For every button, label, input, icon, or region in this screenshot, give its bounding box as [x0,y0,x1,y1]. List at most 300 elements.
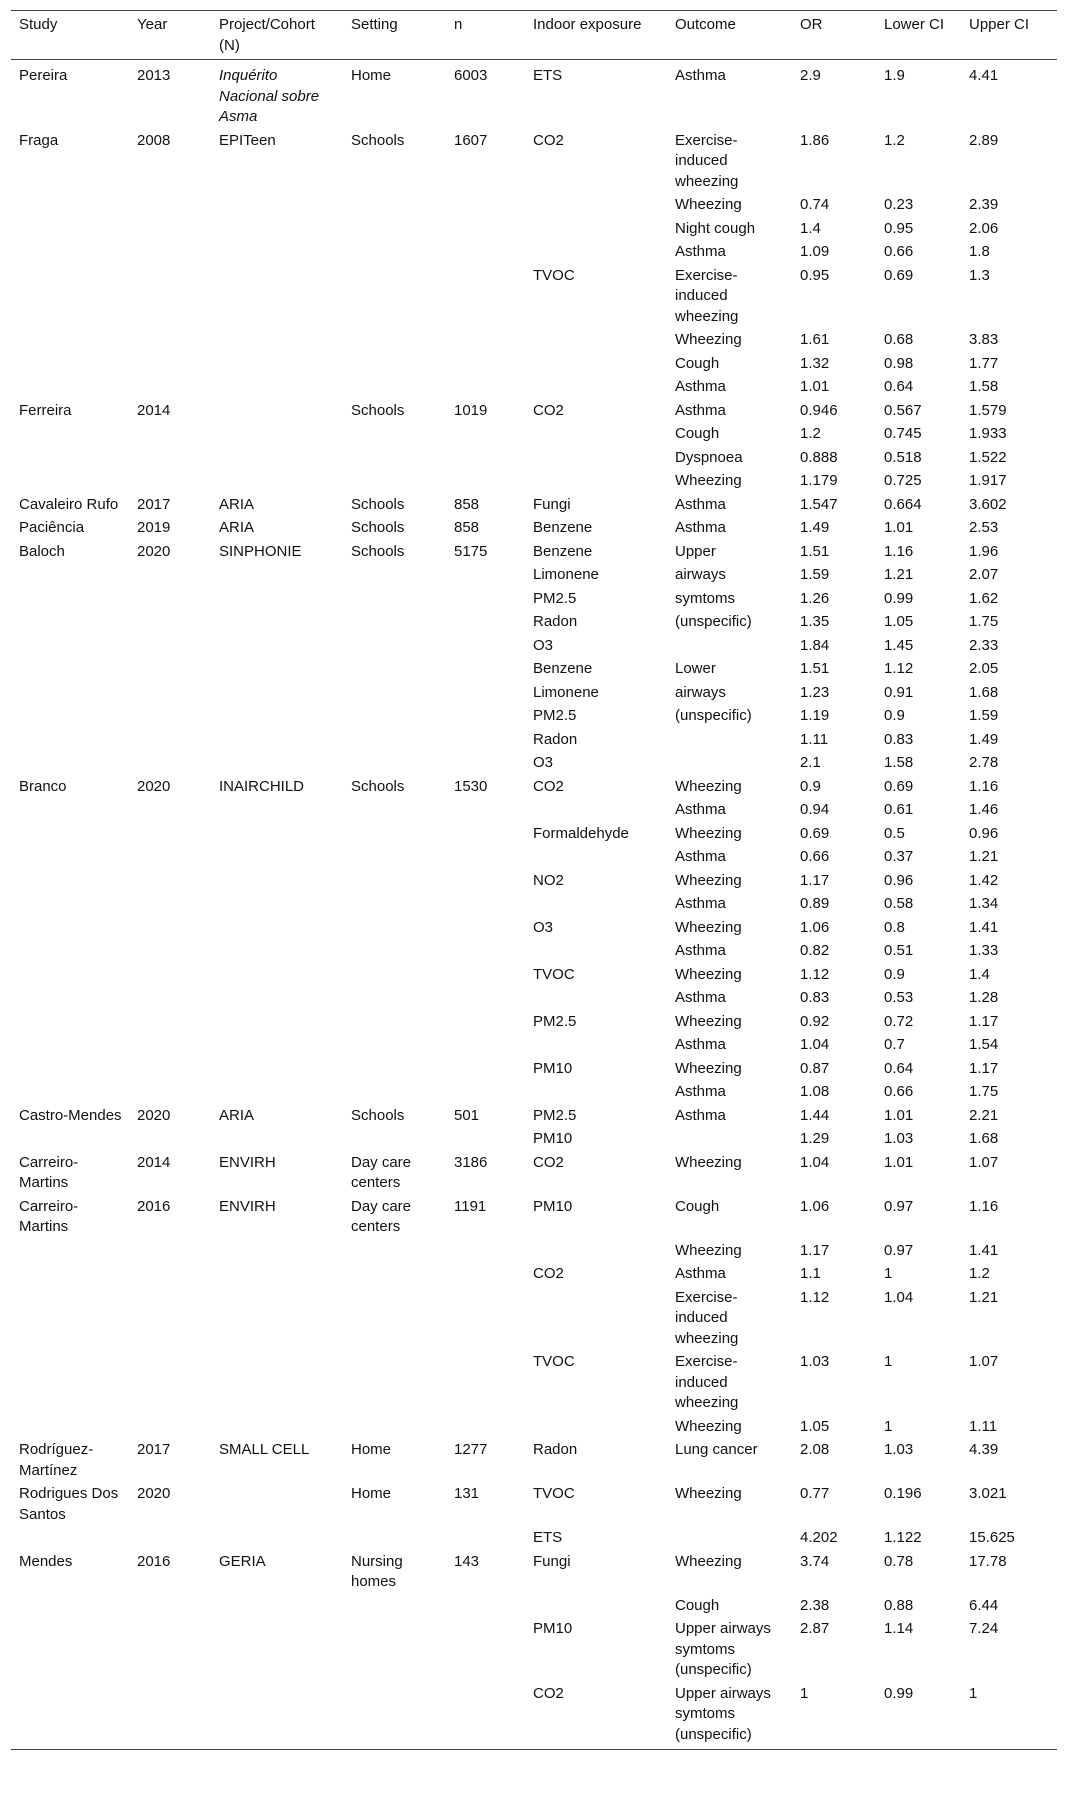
cell-outcome: Wheezing [675,824,742,842]
cell-project [211,1287,343,1352]
cell-upper-ci: 7.24 [969,1620,999,1637]
cell-setting [343,705,446,729]
cell-exposure: Radon [533,1441,578,1458]
cell-n [446,1128,525,1152]
table-row [11,1287,1057,1352]
cell-upper-ci: 1.21 [969,848,999,865]
cell-outcome [667,729,792,753]
cell-lower-ci: 0.95 [884,219,914,237]
cell-project [211,870,343,894]
cell-exposure: CO2 [533,777,564,795]
table-row [11,400,1057,424]
cell-year: 2020 [137,1485,171,1502]
cell-outcome: Lower [675,660,716,677]
cell-project [211,1240,343,1264]
cell-year [129,1034,211,1058]
cell-upper-ci: 1.17 [969,1059,999,1077]
cell-upper-ci: 15.625 [969,1529,1015,1546]
table-row [11,588,1057,612]
table-body [11,60,1057,1750]
table-row [11,218,1057,242]
cell-n [446,682,525,706]
cell-lower-ci: 0.69 [884,777,914,795]
cell-upper-ci: 1.4 [969,965,990,983]
cell-study: Rodrigues Dos Santos [19,1485,119,1523]
cell-outcome: symtoms [675,589,735,607]
column-header-year: Year [129,11,211,60]
cell-lower-ci: 1.45 [884,636,914,654]
cell-lower-ci: 0.64 [884,378,914,395]
cell-lower-ci: 0.97 [884,1241,914,1259]
cell-project [211,329,343,353]
cell-year [129,1351,211,1416]
cell-or: 1.35 [800,613,830,630]
cell-study [11,917,129,941]
cell-or: 1.12 [800,965,830,983]
cell-setting [343,470,446,494]
cell-or: 1.29 [800,1130,830,1147]
cell-or: 1.86 [800,131,830,149]
cell-year [129,940,211,964]
cell-or: 2.38 [800,1596,830,1614]
cell-project [211,1483,343,1527]
cell-exposure [525,241,667,265]
cell-upper-ci: 2.39 [969,196,999,213]
cell-study [11,1416,129,1440]
cell-outcome: Wheezing [675,871,742,889]
cell-n [446,1263,525,1287]
cell-project [211,893,343,917]
cell-or: 0.82 [800,942,830,959]
cell-setting [343,823,446,847]
cell-outcome [667,752,792,776]
cell-n: 143 [454,1552,480,1570]
cell-study [11,1595,129,1619]
cell-lower-ci: 0.725 [884,472,922,489]
cell-setting [343,1011,446,1035]
cell-setting: Schools [351,401,405,419]
table-row [11,940,1057,964]
cell-upper-ci: 1.8 [969,243,990,260]
cell-outcome: Wheezing [675,1153,742,1171]
cell-n [446,870,525,894]
cell-setting [343,1527,446,1551]
cell-project [211,353,343,377]
cell-lower-ci: 1.01 [884,1106,914,1124]
cell-upper-ci: 1.3 [969,266,990,284]
cell-exposure: Radon [533,730,578,748]
cell-n [446,194,525,218]
cell-or: 1.26 [800,589,830,607]
cell-or: 0.888 [800,448,838,466]
cell-or: 1.51 [800,660,830,677]
table-row [11,1128,1057,1152]
cell-lower-ci: 0.99 [876,1683,961,1750]
cell-upper-ci: 2.53 [969,519,999,536]
cell-setting [343,1618,446,1683]
cell-exposure: CO2 [533,1265,564,1282]
cell-study [11,447,129,471]
cell-project [211,265,343,330]
cell-exposure: PM10 [533,1130,573,1147]
cell-year [129,870,211,894]
cell-outcome: Wheezing [675,1059,742,1077]
table-row [11,1011,1057,1035]
cell-study: Paciência [19,519,85,536]
cell-year [129,658,211,682]
cell-study: Carreiro-Martins [19,1153,79,1191]
table-row [11,1416,1057,1440]
cell-outcome: Asthma [675,801,726,818]
cell-upper-ci: 1.68 [969,683,999,701]
cell-study: Rodríguez-Martínez [19,1441,94,1479]
cell-upper-ci: 1.96 [969,542,999,560]
table-row [11,60,1057,130]
cell-study [11,893,129,917]
cell-project: ENVIRH [219,1153,276,1171]
cell-n [446,611,525,635]
cell-upper-ci: 1.579 [969,401,1007,419]
cell-outcome: Wheezing [675,918,742,936]
cell-year [129,353,211,377]
cell-study: Branco [19,777,67,795]
cell-study [11,1683,129,1750]
cell-lower-ci: 0.91 [884,683,914,701]
cell-n [446,987,525,1011]
cell-or: 0.69 [800,824,830,842]
cell-setting: Day care centers [351,1153,412,1191]
cell-or: 0.92 [800,1012,830,1030]
cell-year [129,1263,211,1287]
cell-study [11,682,129,706]
cell-lower-ci: 0.53 [884,989,914,1006]
cell-or: 1.17 [800,871,830,889]
cell-setting [343,1263,446,1287]
cell-upper-ci: 1.75 [969,1083,999,1100]
column-header-or: OR [792,11,876,60]
cell-upper-ci: 1.28 [969,989,999,1006]
cell-exposure: PM10 [533,1620,573,1637]
cell-lower-ci: 0.745 [884,425,922,442]
cell-project [211,940,343,964]
cell-n: 3186 [454,1153,488,1171]
cell-upper-ci: 1.59 [969,707,999,724]
cell-setting: Schools [351,1106,405,1124]
cell-study [11,265,129,330]
cell-exposure: TVOC [533,266,575,284]
cell-n [446,964,525,988]
cell-year [129,218,211,242]
cell-lower-ci: 1 [884,1417,893,1435]
cell-upper-ci: 6.44 [969,1596,999,1614]
cell-n [446,893,525,917]
cell-project [211,1595,343,1619]
cell-upper-ci: 1.68 [969,1130,999,1147]
cell-upper-ci: 1.42 [969,871,999,889]
cell-setting [343,987,446,1011]
column-header-n: n [446,11,525,60]
cell-year [129,376,211,400]
cell-setting: Schools [351,542,405,560]
cell-study: Ferreira [19,401,72,419]
cell-upper-ci: 17.78 [969,1552,1007,1570]
table-row [11,1527,1057,1551]
cell-year: 2020 [137,542,171,560]
cell-or: 0.74 [800,196,830,213]
cell-exposure: Fungi [533,495,571,513]
cell-setting [343,870,446,894]
cell-exposure: TVOC [533,1485,575,1502]
cell-n [446,329,525,353]
cell-exposure [525,353,667,377]
cell-n: 1607 [454,131,488,149]
cell-year: 2016 [137,1197,171,1215]
cell-n [446,1351,525,1416]
cell-exposure: O3 [533,754,554,771]
cell-study [11,1618,129,1683]
cell-lower-ci: 1.14 [884,1620,914,1637]
cell-exposure: Limonene [533,566,599,583]
cell-exposure: CO2 [533,1153,564,1171]
cell-outcome: Lung cancer [675,1441,758,1458]
cell-n [446,823,525,847]
cell-upper-ci: 1.75 [969,613,999,630]
cell-study [11,752,129,776]
cell-or: 0.87 [800,1059,830,1077]
cell-n: 131 [454,1485,480,1502]
cell-setting [343,588,446,612]
table-row [11,329,1057,353]
cell-n [446,1683,525,1750]
cell-upper-ci: 1.21 [969,1288,999,1306]
cell-exposure: TVOC [533,965,575,983]
cell-year: 2014 [137,1153,171,1171]
cell-outcome: Upper airways symtoms (unspecific) [675,1620,771,1678]
table-row [11,376,1057,400]
cell-outcome: Exercise-induced wheezing [675,266,739,325]
cell-exposure [525,329,667,353]
cell-lower-ci: 0.83 [884,730,914,748]
cell-or: 1.44 [800,1106,830,1124]
cell-or: 0.83 [800,989,830,1006]
table-row [11,776,1057,800]
cell-n [446,1416,525,1440]
cell-exposure: Benzene [533,660,593,677]
cell-year [129,752,211,776]
cell-year [129,1011,211,1035]
cell-setting [343,1287,446,1352]
cell-or: 1.06 [800,1197,830,1215]
cell-upper-ci: 1.34 [969,895,999,912]
cell-project [211,635,343,659]
cell-or: 1.01 [800,378,830,395]
cell-outcome: Cough [675,425,720,442]
cell-project [211,1081,343,1105]
cell-lower-ci: 1.21 [884,566,914,583]
cell-outcome: Wheezing [675,1012,742,1030]
cell-exposure: PM10 [533,1197,573,1215]
cell-study: Pereira [19,67,68,84]
table-row [11,423,1057,447]
cell-exposure [525,470,667,494]
cell-year [129,964,211,988]
cell-exposure: PM10 [533,1059,573,1077]
cell-study [11,1128,129,1152]
cell-or: 1.04 [800,1036,830,1053]
table-row [11,194,1057,218]
cell-study [11,1034,129,1058]
cell-n [446,588,525,612]
cell-lower-ci: 1.01 [884,1153,914,1171]
cell-upper-ci: 1.16 [969,1197,999,1215]
cell-n [446,376,525,400]
cell-n: 858 [454,519,480,536]
cell-upper-ci: 2.21 [969,1106,999,1124]
cell-or: 1.51 [800,542,830,560]
cell-project [211,241,343,265]
cell-study [11,799,129,823]
cell-year [129,1081,211,1105]
cell-n [446,423,525,447]
cell-lower-ci: 0.99 [884,589,914,607]
cell-exposure: Fungi [533,1552,571,1570]
cell-project: ENVIRH [219,1197,276,1215]
cell-n [446,846,525,870]
cell-n: 501 [454,1106,480,1124]
table-row [11,1483,1057,1527]
table-row [11,241,1057,265]
cell-study [11,1263,129,1287]
cell-year: 2020 [137,777,171,795]
cell-or: 1.4 [800,219,821,237]
cell-upper-ci: 4.39 [969,1441,999,1458]
cell-exposure: ETS [533,67,563,84]
cell-project [211,1683,343,1750]
cell-exposure [525,1240,667,1264]
table-row [11,893,1057,917]
cell-project [211,752,343,776]
cell-outcome: Asthma [675,989,726,1006]
cell-study [11,353,129,377]
table-row [11,1263,1057,1287]
cell-lower-ci: 0.68 [884,331,914,348]
cell-setting: Day care centers [351,1197,412,1235]
cell-project [211,1618,343,1683]
column-header-study: Study [11,11,129,60]
cell-or: 2.08 [800,1441,830,1458]
cell-setting [343,353,446,377]
cell-outcome: Exercise-induced wheezing [675,131,739,190]
cell-year [129,987,211,1011]
cell-or: 0.94 [800,801,830,818]
cell-project: ARIA [219,519,255,536]
cell-n [446,1287,525,1352]
cell-study [11,1058,129,1082]
table-row [11,353,1057,377]
cell-setting [343,423,446,447]
column-header-outcome: Outcome [667,11,792,60]
cell-project: GERIA [219,1552,266,1570]
cell-year [129,1683,211,1750]
cell-setting [343,1351,446,1416]
cell-n: 6003 [454,67,488,84]
cell-project [211,1263,343,1287]
cell-exposure [525,1595,667,1619]
cell-year [129,635,211,659]
cell-year [129,1128,211,1152]
cell-setting [343,799,446,823]
cell-project [211,564,343,588]
cell-project: INAIRCHILD [219,777,305,795]
cell-or: 0.77 [800,1485,830,1502]
cell-exposure: PM2.5 [533,1106,577,1124]
cell-lower-ci: 1.03 [884,1441,914,1458]
cell-study [11,823,129,847]
cell-exposure: ETS [533,1529,563,1546]
cell-or: 0.66 [800,848,830,865]
cell-setting [343,1081,446,1105]
cell-lower-ci: 0.7 [884,1036,905,1053]
cell-exposure [525,987,667,1011]
cell-study [11,635,129,659]
cell-lower-ci: 0.518 [884,448,922,466]
cell-project [211,682,343,706]
cell-project [211,1034,343,1058]
header-row [11,11,1057,60]
cell-setting: Home [351,1441,392,1458]
cell-upper-ci: 0.96 [969,824,999,842]
cell-year [129,447,211,471]
cell-year [129,682,211,706]
cell-year: 2017 [137,1441,171,1458]
cell-outcome: (unspecific) [675,707,752,724]
cell-outcome: Asthma [675,1265,726,1282]
cell-year [129,1595,211,1619]
cell-lower-ci: 0.66 [884,243,914,260]
cell-lower-ci: 1.122 [884,1529,922,1546]
cell-project [211,964,343,988]
cell-study [11,564,129,588]
table-row [11,917,1057,941]
cell-study [11,1240,129,1264]
cell-or: 1.2 [800,425,821,442]
cell-project [211,1416,343,1440]
cell-exposure: Limonene [533,683,599,701]
cell-or: 1.49 [800,519,830,536]
cell-year: 2013 [137,67,171,84]
cell-outcome: (unspecific) [675,613,752,630]
cell-lower-ci: 1.01 [884,519,914,536]
cell-upper-ci: 4.41 [969,67,999,84]
column-header-upper-ci: Upper CI [961,11,1057,60]
column-header-setting: Setting [343,11,446,60]
cell-outcome: Asthma [675,67,726,84]
cell-setting [343,658,446,682]
table-row [11,1551,1057,1595]
cell-year: 2008 [137,131,171,149]
cell-project [211,729,343,753]
table-row [11,494,1057,518]
cell-lower-ci: 0.51 [884,942,914,959]
cell-or: 1.61 [800,331,830,348]
cell-year [129,1618,211,1683]
cell-study: Fraga [19,131,59,149]
cell-outcome: Wheezing [675,965,742,983]
cell-n [446,705,525,729]
cell-n [446,353,525,377]
cell-year [129,194,211,218]
cell-outcome: Wheezing [675,1552,742,1570]
